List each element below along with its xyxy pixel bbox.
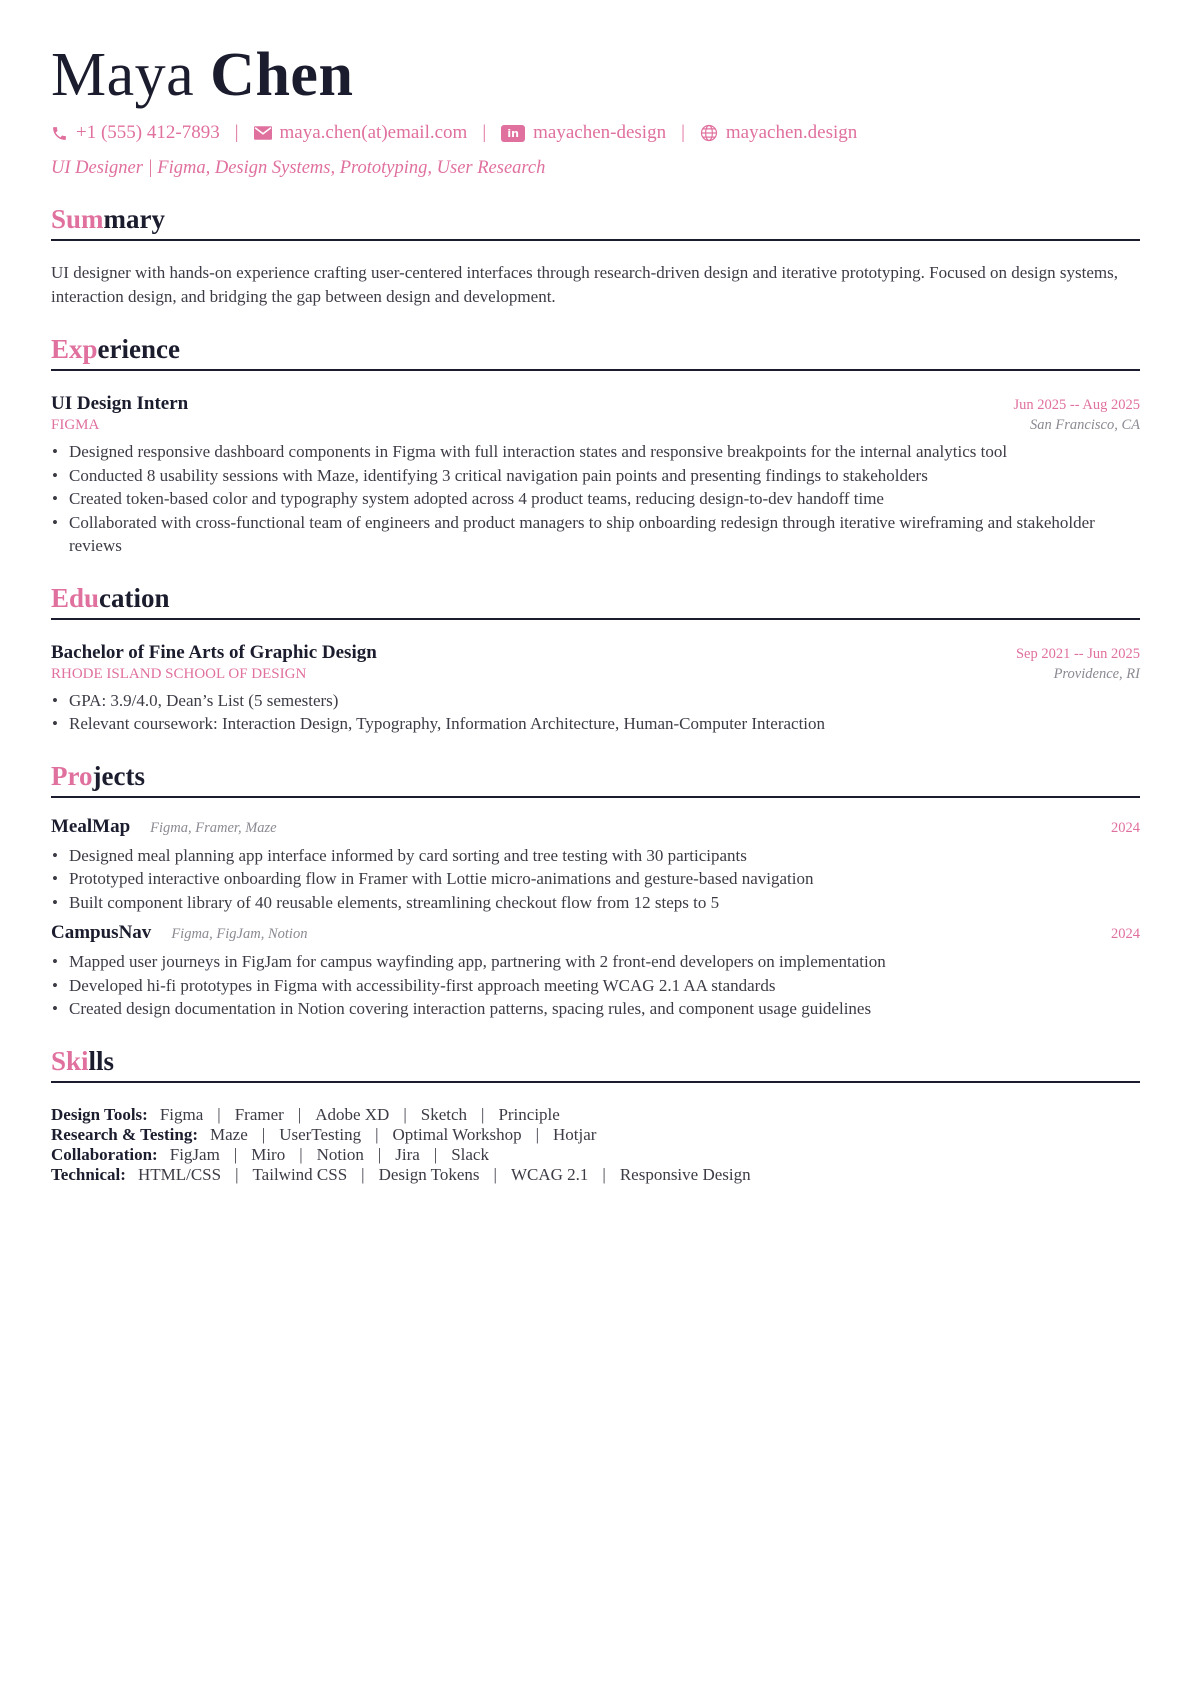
first-name: Maya — [51, 41, 195, 109]
school-location: Providence, RI — [1053, 665, 1140, 682]
list-item: • Developed hi-fi prototypes in Figma with accessibility-first approach meeting WCAG 2.1 AA standards — [51, 974, 1140, 998]
list-item: • Built component library of 40 reusable elements, streamlining checkout flow from 12 steps to 5 — [51, 891, 1140, 915]
skill-item: Jira — [395, 1144, 420, 1164]
contact-separator: | — [482, 122, 487, 143]
skill-item: Design Tokens — [378, 1164, 480, 1184]
list-item: • Created design documentation in Notion covering interaction patterns, spacing rules, and component usage guidelines — [51, 997, 1140, 1021]
project-name: MealMap — [51, 815, 131, 837]
skill-item: Sketch — [420, 1104, 468, 1124]
section-title-summary — [51, 203, 1140, 241]
globe-icon — [700, 124, 718, 142]
envelope-icon — [254, 126, 272, 140]
skills-list — [51, 1105, 1140, 1185]
project-tools: Figma, Framer, Maze — [150, 819, 277, 836]
experience-entry — [51, 393, 1140, 558]
skill-row — [51, 1165, 1140, 1185]
contact-separator: | — [234, 122, 239, 143]
skill-separator: | — [377, 1144, 382, 1164]
job-dates: Jun 2025 -- Aug 2025 — [1013, 397, 1140, 413]
section-title-experience — [51, 333, 1140, 371]
skill-item: Slack — [451, 1144, 489, 1164]
last-name: Chen — [210, 41, 354, 109]
contact-separator: | — [681, 122, 685, 143]
list-item: • Mapped user journeys in FigJam for campus wayfinding app, partnering with 2 front-end developers on implementation — [51, 950, 1140, 974]
list-item: • Conducted 8 usability sessions with Maze, identifying 3 critical navigation pain points and presenting findings to stakeholders — [51, 464, 1140, 488]
title-accent: Edu — [51, 582, 100, 613]
title-accent: Exp — [51, 334, 98, 364]
project-entry-mealmap — [51, 816, 1140, 915]
skill-item: Miro — [251, 1144, 286, 1164]
company-name: FIGMA — [51, 417, 100, 433]
title-rest: erience — [97, 334, 180, 364]
skill-separator: | — [403, 1104, 407, 1124]
project-bullets — [51, 950, 1140, 1021]
skill-separator: | — [235, 1164, 239, 1184]
project-bullets — [51, 844, 1140, 915]
skill-separator: | — [433, 1144, 438, 1164]
skill-item: Tailwind CSS — [252, 1164, 348, 1184]
title-rest: jects — [92, 760, 145, 791]
contact-bar — [51, 120, 1140, 146]
job-location: San Francisco, CA — [1030, 417, 1140, 433]
skill-row — [51, 1145, 1140, 1165]
title-accent: Ski — [51, 1045, 89, 1076]
skill-separator: | — [375, 1124, 379, 1144]
email-text: maya.chen(at)email.com — [279, 122, 468, 143]
skill-item: Optimal Workshop — [392, 1124, 522, 1144]
skill-item: Maze — [210, 1124, 248, 1144]
project-name: CampusNav — [51, 922, 152, 943]
title-rest: lls — [88, 1045, 115, 1076]
skill-separator: | — [261, 1124, 266, 1144]
linkedin-icon: in — [501, 125, 525, 142]
project-tools: Figma, FigJam, Notion — [171, 926, 308, 942]
summary-text: UI designer with hands-on experience crafting user-centered interfaces through research-driven design and iterative prototyping. Focused on design systems, interaction design, and bridging the gap between design and development. — [51, 263, 1118, 306]
list-item: • Prototyped interactive onboarding flow in Framer with Lottie micro-animations and gesture-based navigation — [51, 867, 1140, 891]
skill-separator: | — [493, 1164, 497, 1184]
list-item: • Collaborated with cross-functional team of engineers and product managers to ship onboarding redesign through iterative wireframing and stakeholder reviews — [51, 511, 1140, 558]
skill-row — [51, 1105, 1140, 1125]
job-title: UI Design Intern — [51, 393, 189, 414]
skill-separator: | — [535, 1124, 540, 1144]
skill-item: Principle — [498, 1104, 560, 1124]
skill-separator: | — [233, 1144, 238, 1164]
title-rest: mary — [103, 204, 166, 234]
contact-email[interactable] — [254, 122, 468, 144]
job-bullets — [51, 440, 1140, 558]
skill-item: FigJam — [169, 1144, 220, 1164]
list-item: • Created token-based color and typography system adopted across 4 product teams, reducing design-to-dev handoff time — [51, 487, 1140, 511]
title-rest: cation — [99, 582, 170, 613]
skill-separator: | — [361, 1164, 365, 1184]
contact-phone[interactable] — [51, 122, 220, 144]
skill-item: Adobe XD — [315, 1104, 390, 1124]
skill-row — [51, 1125, 1140, 1145]
project-entry-campusnav — [51, 922, 1140, 1021]
list-item: • Designed meal planning app interface informed by card sorting and tree testing with 30 participants — [51, 844, 1140, 868]
phone-icon — [51, 125, 68, 142]
project-year: 2024 — [1111, 926, 1140, 942]
skill-category: Collaboration: — [51, 1144, 158, 1164]
skill-item: Figma — [159, 1104, 204, 1124]
contact-website[interactable] — [700, 122, 857, 144]
skill-item: Notion — [316, 1144, 364, 1164]
website-text: mayachen.design — [725, 122, 858, 143]
skill-item: Framer — [234, 1104, 284, 1124]
title-accent: Pro — [51, 760, 93, 791]
skill-item: Hotjar — [553, 1124, 597, 1144]
skill-category: Research & Testing: — [51, 1124, 199, 1144]
list-item: • GPA: 3.9/4.0, Dean’s List (5 semesters) — [51, 689, 1140, 713]
skill-category: Design Tools: — [51, 1104, 148, 1124]
education-dates: Sep 2021 -- Jun 2025 — [1015, 645, 1140, 662]
degree-title: Bachelor of Fine Arts of Graphic Design — [51, 641, 377, 663]
phone-text: +1 (555) 412-7893 — [76, 122, 220, 143]
candidate-name — [51, 38, 1140, 112]
education-bullets — [51, 689, 1140, 736]
title-accent: Sum — [51, 204, 104, 234]
linkedin-text: mayachen-design — [533, 122, 667, 143]
skill-item: HTML/CSS — [137, 1164, 222, 1184]
tagline: UI Designer | Figma, Design Systems, Prototyping, User Research — [51, 158, 546, 178]
skill-category: Technical: — [51, 1164, 126, 1184]
section-title-skills — [51, 1045, 1140, 1083]
school-name: RHODE ISLAND SCHOOL OF DESIGN — [51, 665, 307, 682]
section-title-education — [51, 582, 1140, 620]
list-item: • Relevant coursework: Interaction Design, Typography, Information Architecture, Human-Computer Interaction — [51, 712, 1140, 736]
skill-separator: | — [602, 1164, 606, 1184]
skill-item: WCAG 2.1 — [510, 1164, 589, 1184]
skill-item: Responsive Design — [619, 1164, 751, 1184]
skill-separator: | — [299, 1144, 303, 1164]
skill-separator: | — [297, 1104, 302, 1124]
education-entry — [51, 642, 1140, 736]
project-year: 2024 — [1111, 819, 1140, 836]
skill-separator: | — [217, 1104, 221, 1124]
contact-linkedin[interactable] — [501, 122, 666, 144]
skill-separator: | — [481, 1104, 485, 1124]
section-title-projects — [51, 760, 1140, 798]
list-item: • Designed responsive dashboard components in Figma with full interaction states and responsive breakpoints for the internal analytics tool — [51, 440, 1140, 464]
skill-item: UserTesting — [279, 1124, 362, 1144]
